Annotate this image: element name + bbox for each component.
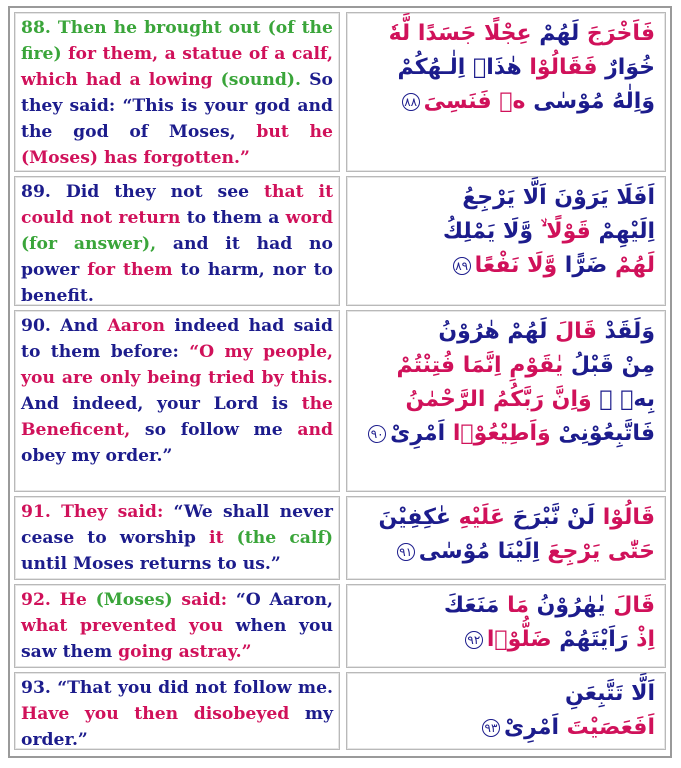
arabic-segment: اِذْ [628,627,655,652]
english-segment: obey my order.” [21,446,173,466]
arabic-segment: اَمْرِىْ [390,421,446,446]
arabic-segment: قَالَ [605,593,655,618]
arabic-segment: قَالَ [547,319,597,344]
english-segment: my order.” [21,704,333,750]
verse-number-marker: ٩١ [397,543,415,561]
english-cell [14,12,340,172]
english-segment: that it could not return [21,182,334,228]
arabic-segment: يٰقَوْمِ اِنَّمَا فُتِنْتُمْ [396,353,564,378]
arabic-text [355,589,655,657]
english-segment: for them, [68,44,165,64]
english-segment: 91. They said: [21,502,174,522]
arabic-line [355,501,655,535]
english-segment: until Moses returns to us.” [21,554,281,574]
arabic-segment: اِلَيْنَا مُوْسٰى [418,539,540,564]
english-segment: it [209,528,237,548]
arabic-segment: يٰهٰرُوْنُ [528,593,606,618]
english-segment: So they said: [21,70,333,116]
english-segment: (sound). [220,70,310,90]
english-segment: word [285,208,333,228]
english-text [21,313,333,469]
arabic-cell [346,176,666,306]
arabic-text [355,181,655,283]
arabic-segment: قَوْلًا [540,219,591,244]
arabic-segment: قَالُوْا [595,505,655,530]
arabic-segment: اَلَّا تَتَّبِعَنِ [564,681,655,706]
verse-row-90 [14,310,666,492]
arabic-segment: وَاَطِيْعُوْۤا [445,421,551,446]
arabic-line [355,85,655,119]
arabic-cell [346,496,666,580]
arabic-text [355,315,655,451]
arabic-line [355,215,655,249]
verse-row-92 [14,584,666,668]
english-segment: “This is your god and the god of Moses, [21,96,334,142]
english-segment: Have you then disobeyed [21,704,305,724]
arabic-segment: عِجْلًا جَسَدًا لَّهٗ [388,21,532,46]
arabic-line [355,349,655,383]
verse-number-marker: ٩٠ [368,425,386,443]
english-cell [14,584,340,668]
english-segment: said: [181,590,236,610]
english-cell [14,496,340,580]
verse-number-marker: ٩٢ [465,631,483,649]
english-cell [14,672,340,750]
english-segment: And indeed, your Lord is [21,394,302,414]
arabic-segment: رَاَيْتَهُمْ [551,627,629,652]
arabic-line [355,417,655,451]
verse-row-88 [14,12,666,172]
arabic-line [355,623,655,657]
arabic-segment: مَنَعَكَ [443,593,500,618]
arabic-segment: فَاتَّبِعُوْنِىْ [550,421,655,446]
arabic-line [355,589,655,623]
arabic-text [355,501,655,569]
arabic-line [355,535,655,569]
arabic-text [355,17,655,119]
arabic-segment: ضَرًّا [557,253,608,278]
arabic-segment: لَهُمْ [531,21,580,46]
english-cell [14,176,340,306]
arabic-segment: وَلَقَدْ [596,319,655,344]
english-segment: and it had no power [21,234,333,280]
arabic-segment: مَا [499,593,529,618]
arabic-line [355,315,655,349]
arabic-segment: اِلَيْهِمْ [590,219,655,244]
arabic-segment: فَقَالُوْا [521,55,598,80]
arabic-segment: عَلَيْهِ [450,505,505,530]
arabic-segment: وَاِلٰهُ مُوْسٰى [525,89,655,114]
arabic-cell [346,310,666,492]
arabic-segment: حَتّٰى يَرْجِعَ [539,539,655,564]
arabic-segment: فَاَخْرَجَ [579,21,655,46]
english-segment: so follow me [144,420,298,440]
arabic-segment: خُوَارٌ [597,55,655,80]
arabic-segment: عٰكِفِيْنَ [378,505,451,530]
english-segment: when you saw them [21,616,333,662]
arabic-line [355,249,655,283]
arabic-segment: ەۙ فَنَسِىَ [423,89,526,114]
english-segment: (Moses) [95,590,182,610]
english-segment: (of the fire) [21,18,333,64]
english-segment: 92. He [21,590,96,610]
arabic-segment: لَهُمْ [607,253,655,278]
arabic-cell [346,584,666,668]
english-segment: the Beneficent, [21,394,333,440]
verse-row-91 [14,496,666,580]
verse-number-marker: ٩٣ [482,719,500,737]
arabic-cell [346,12,666,172]
arabic-line [355,181,655,215]
english-cell [14,310,340,492]
verse-number-marker: ٨٨ [402,93,420,111]
english-segment: for them [87,260,181,280]
verse-table [8,6,672,758]
arabic-segment: لَهُمْ هٰرُوْنُ [438,319,548,344]
verse-number-marker: ٨٩ [453,257,471,275]
arabic-line [355,383,655,417]
english-text [21,675,333,753]
english-segment: (for answer), [21,234,173,254]
english-segment: “O my people, you are only being tried by this. [21,342,333,388]
arabic-cell [346,672,666,750]
english-segment: 88. Then he brought out [21,18,268,38]
arabic-segment: ضَلُّوْۤا [486,627,552,652]
english-text [21,499,333,577]
arabic-line [355,677,655,711]
english-text [21,179,333,309]
english-text [21,587,333,665]
english-segment: going astray.” [118,642,252,662]
arabic-segment: وَّلَا نَفْعًا [474,253,558,278]
english-segment: 89. Did they not see [21,182,265,202]
english-segment: to them a [186,208,286,228]
english-segment: (Moses) has forgotten.” [21,148,250,168]
arabic-text [355,677,655,745]
english-segment: “We shall never cease to worship [21,502,333,548]
english-segment: 93. “That you did not follow me. [21,678,333,698]
arabic-line [355,711,655,745]
english-segment: 90. And [21,316,108,336]
english-segment: but he [256,122,333,142]
arabic-segment: مِنْ قَبْلُ [563,353,655,378]
english-text [21,15,333,171]
arabic-segment: اَفَلَا يَرَوْنَ اَلَّا يَرْجِعُ [462,185,655,210]
verse-row-93 [14,672,666,750]
arabic-segment: اَفَعَصَيْتَ [559,715,655,740]
verse-row-89 [14,176,666,306]
arabic-segment: بِهٖ ۚ [591,387,655,412]
arabic-segment: هٰذَاۤ اِلٰـهُكُمْ [397,55,522,80]
arabic-line [355,17,655,51]
arabic-segment: لَنْ نَّبْرَحَ [504,505,596,530]
english-segment: “O Aaron, [235,590,333,610]
english-segment: to harm, nor to benefit. [21,260,333,306]
arabic-line [355,51,655,85]
english-segment: and [297,420,333,440]
arabic-segment: اَمْرِىْ [504,715,560,740]
english-segment: (the calf) [236,528,333,548]
english-segment: what prevented you [21,616,236,636]
arabic-segment: وَاِنَّ رَبَّكُمُ الرَّحْمٰنُ [405,387,592,412]
arabic-segment: ۙ وَّلَا يَمْلِكُ [442,219,541,244]
english-segment: a statue of a calf, which had a lowing [21,44,333,90]
english-segment: Aaron [107,316,175,336]
english-segment: indeed had said to them before: [21,316,333,362]
